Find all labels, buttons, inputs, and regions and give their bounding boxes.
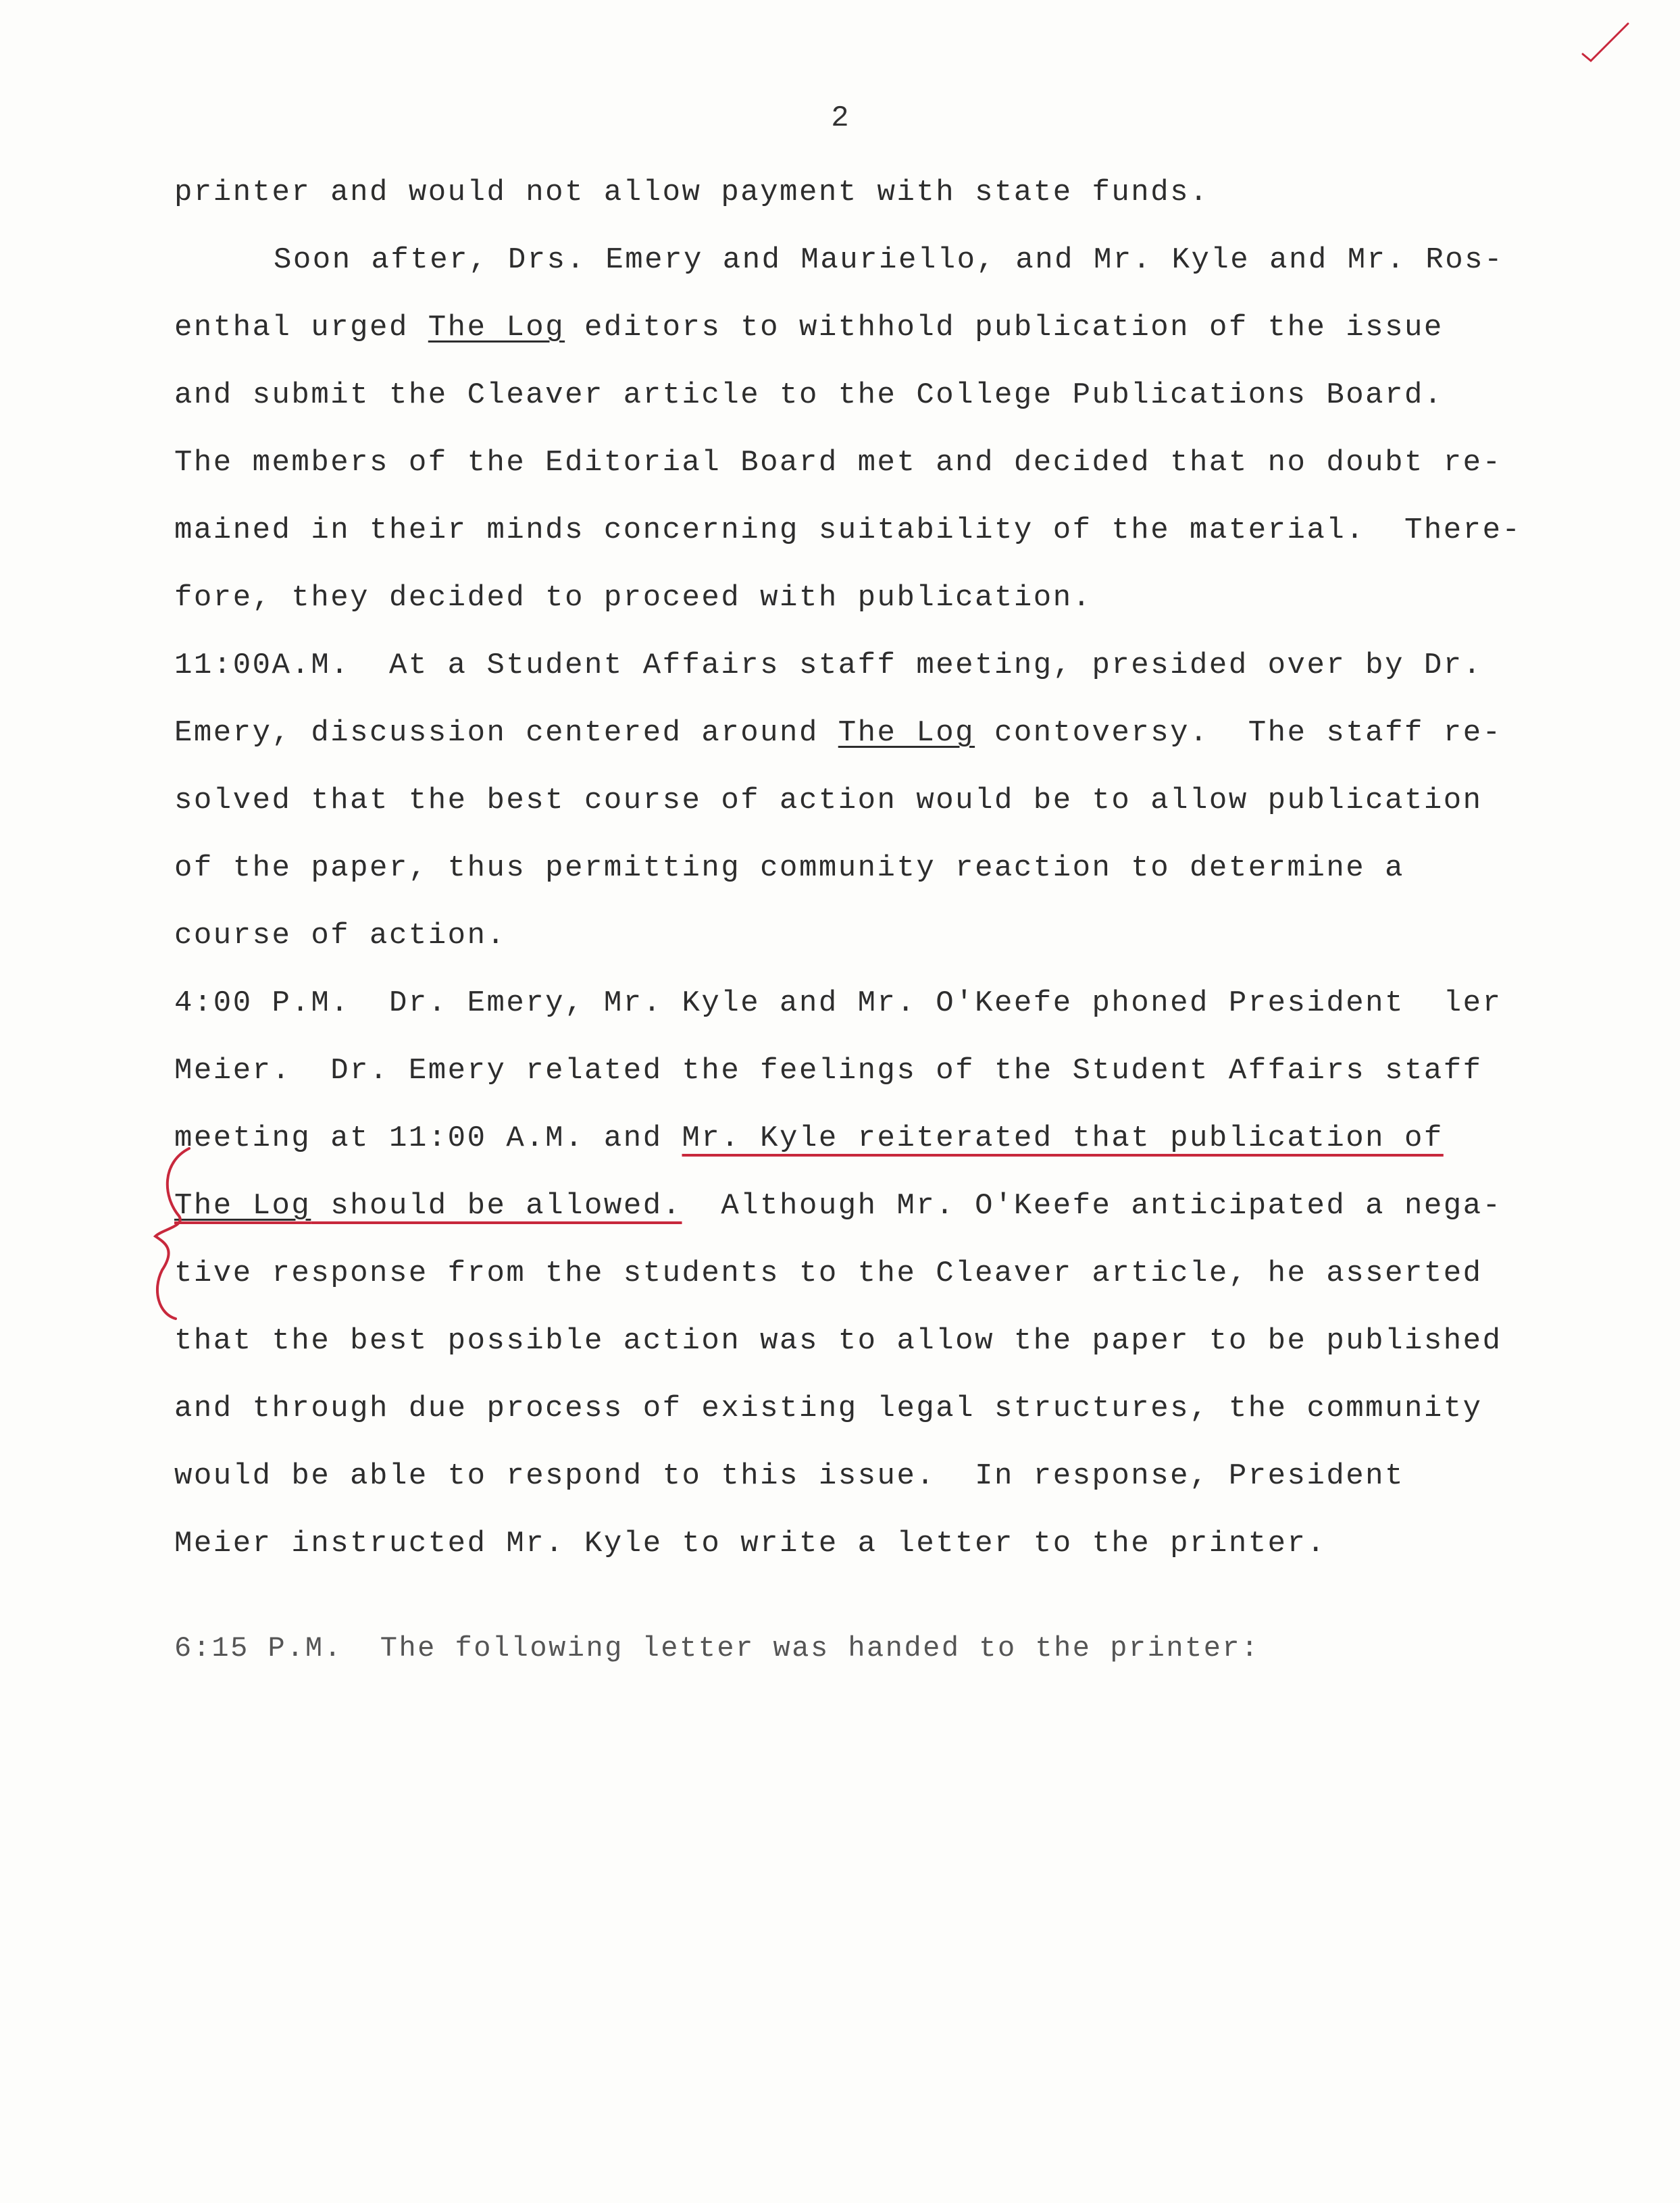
line-text: would be able to respond to this issue. In response, President bbox=[174, 1459, 1404, 1493]
newspaper-title: The Log bbox=[174, 1189, 311, 1223]
line-text: 6:15 P.M. The following letter was handed to the printer: bbox=[174, 1632, 1260, 1665]
text-line-4 bbox=[174, 375, 1444, 415]
text-line-5 bbox=[174, 442, 1502, 483]
text-line-3 bbox=[174, 307, 1444, 348]
line-text: and submit the Cleaver article to the College Publications Board. bbox=[174, 378, 1444, 412]
text-line-9 bbox=[174, 713, 1502, 753]
margin-bracket-icon bbox=[149, 1142, 203, 1324]
text-line-18 bbox=[174, 1321, 1502, 1361]
line-text: Meier instructed Mr. Kyle to write a letter to the printer. bbox=[174, 1527, 1327, 1561]
line-text: tive response from the students to the Cleaver article, he asserted bbox=[174, 1257, 1483, 1290]
line-text: Emery, discussion centered around bbox=[174, 716, 838, 750]
text-line-8 bbox=[174, 645, 1483, 686]
line-text: 11:00A.M. At a Student Affairs staff meeting, presided over by Dr. bbox=[174, 649, 1483, 682]
text-line-11 bbox=[174, 848, 1404, 888]
text-line-7 bbox=[174, 578, 1092, 618]
line-text: Although Mr. O'Keefe anticipated a nega- bbox=[682, 1189, 1502, 1223]
text-line-14 bbox=[174, 1050, 1483, 1091]
check-mark-icon bbox=[1577, 20, 1631, 68]
page-number: 2 bbox=[831, 101, 849, 135]
line-text: contoversy. The staff re- bbox=[975, 716, 1502, 750]
text-line-17 bbox=[174, 1253, 1483, 1294]
line-text: solved that the best course of action would be to allow publication bbox=[174, 784, 1483, 817]
line-text: fore, they decided to proceed with publication. bbox=[174, 581, 1092, 615]
text-line-19 bbox=[174, 1388, 1483, 1429]
red-underlined-text bbox=[174, 1189, 682, 1223]
text-line-6 bbox=[174, 510, 1521, 551]
line-text: Soon after, Drs. Emery and Mauriello, and Mr. Kyle and Mr. Ros- bbox=[274, 243, 1504, 277]
line-text: editors to withhold publication of the issue bbox=[565, 311, 1444, 345]
text-line-2 bbox=[274, 240, 1504, 280]
text-line-21 bbox=[174, 1523, 1326, 1564]
line-text: should be allowed. bbox=[311, 1189, 682, 1223]
line-text: that the best possible action was to allow the paper to be published bbox=[174, 1324, 1502, 1358]
line-text: The members of the Editorial Board met and decided that no doubt re- bbox=[174, 446, 1502, 480]
line-text: mained in their minds concerning suitability of the material. There- bbox=[174, 513, 1522, 547]
line-text: Meier. Dr. Emery related the feelings of the Student Affairs staff bbox=[174, 1054, 1483, 1088]
text-line-1 bbox=[174, 172, 1209, 213]
newspaper-title: The Log bbox=[838, 716, 975, 750]
newspaper-title: The Log bbox=[428, 311, 565, 345]
text-line-15 bbox=[174, 1118, 1444, 1159]
text-line-12 bbox=[174, 915, 506, 956]
line-text: course of action. bbox=[174, 919, 507, 953]
line-text: enthal urged bbox=[174, 311, 428, 345]
line-text: printer and would not allow payment with state funds. bbox=[174, 176, 1209, 209]
line-text: of the paper, thus permitting community reaction to determine a bbox=[174, 851, 1404, 885]
text-line-16 bbox=[174, 1186, 1502, 1226]
line-text: and through due process of existing legal structures, the community bbox=[174, 1392, 1483, 1425]
text-line-22 bbox=[174, 1628, 1260, 1669]
text-line-13 bbox=[174, 983, 1502, 1023]
red-underlined-text: Mr. Kyle reiterated that publication of bbox=[682, 1121, 1444, 1155]
text-line-10 bbox=[174, 780, 1483, 821]
line-text: meeting at 11:00 A.M. and bbox=[174, 1121, 682, 1155]
line-text: 4:00 P.M. Dr. Emery, Mr. Kyle and Mr. O'Keefe phoned President ler bbox=[174, 986, 1502, 1020]
text-line-20 bbox=[174, 1456, 1404, 1496]
